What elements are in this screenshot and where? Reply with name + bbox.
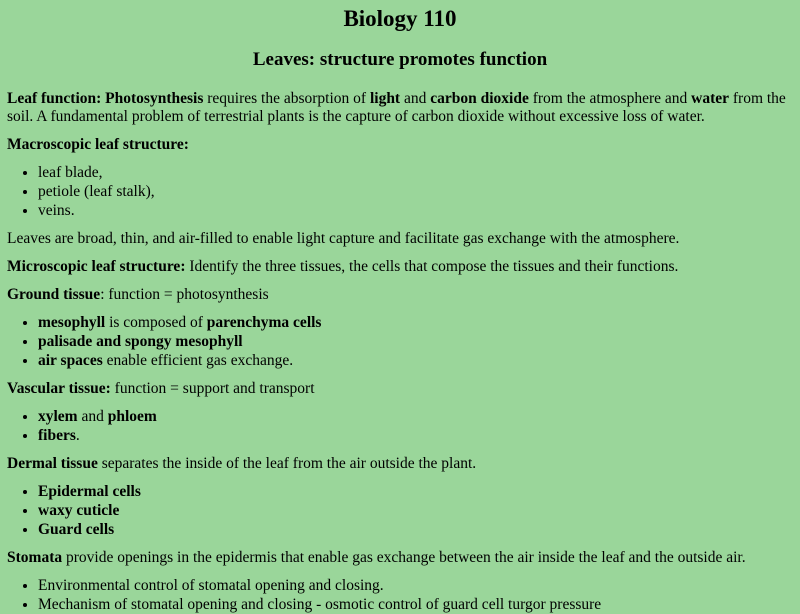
text: from the atmosphere and bbox=[528, 90, 692, 108]
text: veins. bbox=[38, 202, 75, 220]
text: and bbox=[77, 407, 108, 425]
bold-text: air spaces bbox=[38, 351, 103, 369]
bullet-list bbox=[7, 408, 793, 445]
content bbox=[7, 90, 793, 613]
bold-text: water bbox=[691, 90, 729, 108]
bold-text: carbon dioxide bbox=[430, 90, 529, 108]
list-item bbox=[38, 502, 793, 520]
list-item bbox=[38, 314, 793, 332]
bullet-list bbox=[7, 164, 793, 220]
list-item bbox=[38, 521, 793, 539]
list-item bbox=[38, 577, 793, 595]
bold-text: Microscopic leaf structure: bbox=[7, 258, 186, 276]
list-item bbox=[38, 596, 793, 614]
paragraph bbox=[7, 455, 793, 473]
text: : function = photosynthesis bbox=[100, 286, 269, 304]
bullet-list bbox=[7, 577, 793, 614]
bold-text: palisade and spongy mesophyll bbox=[38, 332, 243, 350]
bold-text: phloem bbox=[107, 407, 157, 425]
page-subtitle: Leaves: structure promotes function bbox=[252, 49, 548, 71]
bold-text: light bbox=[369, 90, 401, 108]
bold-text: mesophyll bbox=[38, 314, 106, 331]
text: petiole (leaf stalk), bbox=[38, 183, 155, 201]
bold-text: Vascular tissue: bbox=[7, 379, 111, 397]
text: is composed of bbox=[105, 314, 207, 331]
bold-text: waxy cuticle bbox=[38, 501, 120, 519]
bold-text: Ground tissue bbox=[7, 286, 101, 304]
text: leaf blade, bbox=[38, 164, 103, 182]
text: separates the inside of the leaf from the air outside the plant. bbox=[97, 454, 477, 472]
paragraph bbox=[7, 380, 793, 398]
text: . bbox=[75, 426, 80, 444]
text: provide openings in the epidermis that enable gas exchange between the air inside the leaf and the outside air. bbox=[62, 548, 746, 566]
bold-text: Leaf function: Photosynthesis bbox=[7, 90, 204, 108]
bold-text: Dermal tissue bbox=[7, 454, 98, 472]
list-item bbox=[38, 164, 793, 182]
text: Identify the three tissues, the cells that compose the tissues and their functions. bbox=[185, 258, 679, 276]
bullet-list bbox=[7, 314, 793, 370]
text: from the soil. A fundamental problem of terrestrial plants is the capture of carbon dioxide without excessive loss of water. bbox=[7, 90, 786, 126]
list-item bbox=[38, 333, 793, 351]
list-item bbox=[38, 427, 793, 445]
paragraph bbox=[7, 90, 793, 126]
list-item bbox=[38, 483, 793, 501]
text: enable efficient gas exchange. bbox=[102, 351, 294, 369]
paragraph bbox=[7, 230, 793, 248]
list-item bbox=[38, 408, 793, 426]
text: and bbox=[400, 90, 431, 108]
paragraph bbox=[7, 549, 793, 567]
text: function = support and transport bbox=[110, 379, 315, 397]
bullet-list bbox=[7, 483, 793, 539]
page-title: Biology 110 bbox=[343, 6, 457, 31]
list-item bbox=[38, 352, 793, 370]
text: Leaves are broad, thin, and air-filled to enable light capture and facilitate gas exchange with the atmosphere. bbox=[7, 230, 680, 248]
text: Environmental control of stomatal opening and closing. bbox=[38, 576, 384, 594]
text: Mechanism of stomatal opening and closing - osmotic control of guard cell turgor pressure bbox=[38, 595, 602, 613]
paragraph bbox=[7, 136, 793, 154]
bold-text: xylem bbox=[38, 407, 78, 425]
bold-text: Guard cells bbox=[38, 520, 115, 538]
paragraph bbox=[7, 258, 793, 276]
text: requires the absorption of bbox=[203, 90, 370, 108]
list-item bbox=[38, 183, 793, 201]
bold-text: Macroscopic leaf structure: bbox=[7, 136, 189, 154]
bold-text: fibers bbox=[38, 426, 76, 444]
bold-text: Epidermal cells bbox=[38, 482, 141, 500]
list-item bbox=[38, 202, 793, 220]
bold-text: Stomata bbox=[7, 548, 63, 566]
paragraph bbox=[7, 286, 793, 304]
bold-text: parenchyma cells bbox=[206, 314, 322, 331]
